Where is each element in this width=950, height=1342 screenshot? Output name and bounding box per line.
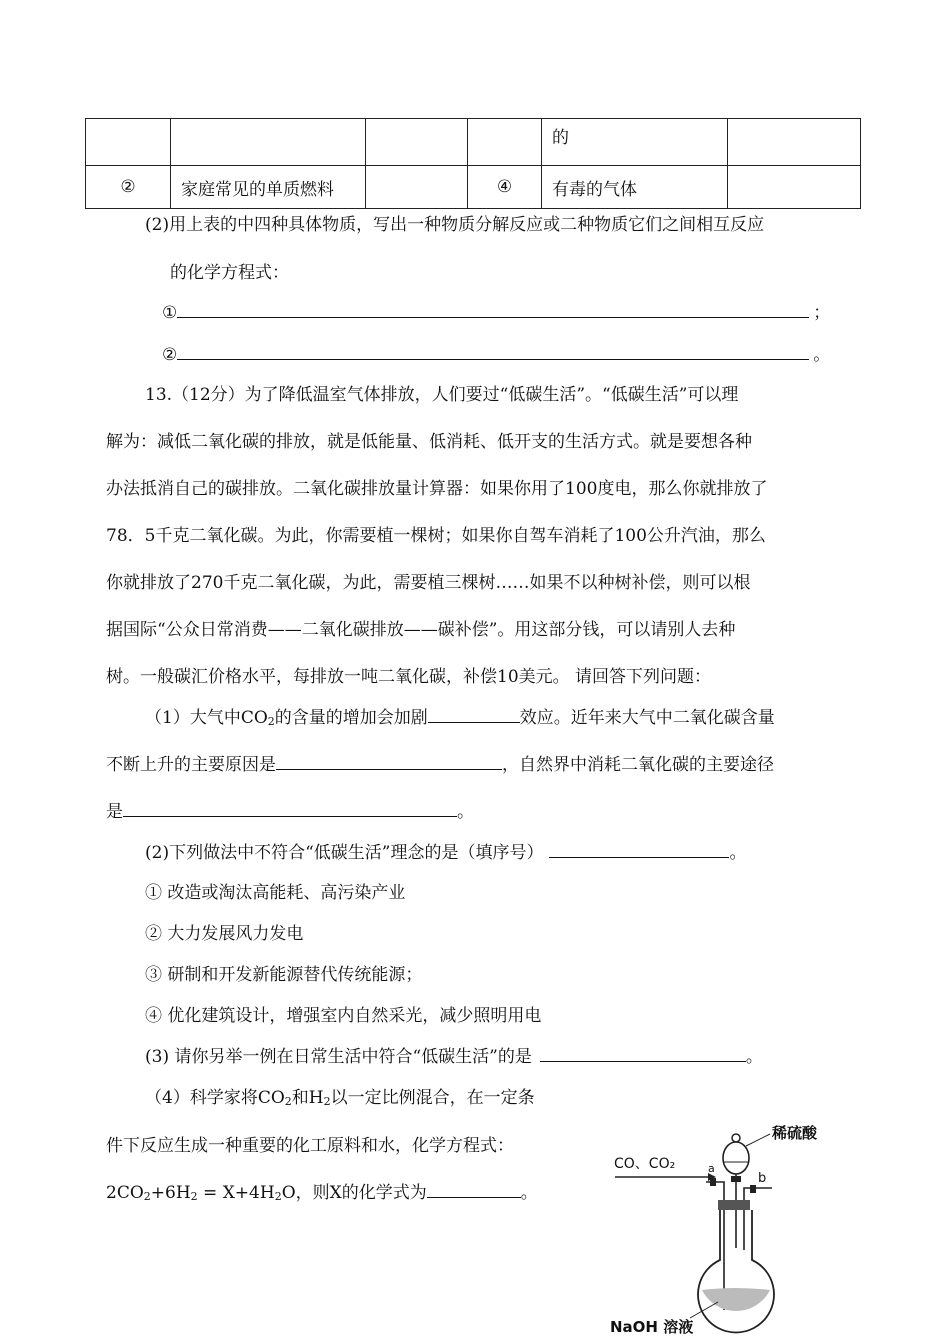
text: （1）大气中CO [145, 708, 268, 728]
text: 和H [291, 1088, 324, 1108]
option-2: ② 大力发展风力发电 [145, 924, 304, 944]
q13-sub4-line1 [145, 1083, 535, 1108]
text: （4）科学家将CO [145, 1088, 285, 1108]
table-cell [366, 119, 468, 166]
text: 是 [106, 802, 123, 822]
text: 。 [520, 1183, 538, 1203]
q13-passage-line: 据国际“公众日常消费——二氧化碳排放——碳补偿”。用这部分钱，可以请别人去种 [106, 620, 736, 640]
flask-solution [702, 1288, 770, 1311]
label-a: a [708, 1162, 715, 1175]
answer-blank[interactable] [427, 1181, 521, 1198]
option-1: ① 改造或淘汰高能耗、高污染产业 [145, 883, 406, 903]
q13-sub4-equation [106, 1178, 538, 1203]
label-dilute-sulfuric-acid: 稀硫酸 [772, 1124, 818, 1142]
text: 以一定比例混合，在一定条 [330, 1088, 535, 1108]
table-cell [171, 119, 366, 166]
apparatus-diagram [610, 1110, 860, 1338]
text: = X+4H [197, 1183, 275, 1203]
valve-b [750, 1185, 756, 1193]
answer-mark: ① [162, 303, 178, 323]
outlet-tube [744, 1188, 772, 1250]
q13-passage-line: 13.（12分）为了降低温室气体排放，人们要过“低碳生活”。“低碳生活”可以理 [145, 385, 739, 405]
q13-passage-line: 解为：减低二氧化碳的排放，就是低能量、低消耗、低开支的生活方式。就是要想各种 [106, 432, 752, 452]
q13-passage-line: 你就排放了270千克二氧化碳，为此，需要植三棵树……如果不以种树补偿，则可以根 [106, 573, 751, 593]
answer-blank[interactable] [123, 800, 457, 817]
table-cell [366, 166, 468, 209]
subscript: 2 [284, 1095, 292, 1108]
q13-passage-line: 办法抵消自己的碳排放。二氧化碳排放量计算器：如果你用了100度电，那么你就排放了 [106, 479, 768, 499]
option-3: ③ 研制和开发新能源替代传统能源； [145, 965, 423, 985]
label-b: b [758, 1171, 767, 1186]
label-gas-mixture: CO、CO₂ [614, 1156, 676, 1172]
q13-sub3 [145, 1042, 763, 1067]
text: 效应。近年来大气中二氧化碳含量 [519, 708, 775, 728]
table-row [86, 119, 861, 166]
text: (3) 请你另举一例在日常生活中符合“低碳生活”的是 [145, 1047, 532, 1067]
answer-blank[interactable] [177, 343, 809, 360]
text: 2CO [106, 1183, 144, 1203]
subscript: 2 [267, 715, 275, 728]
funnel-stopper [732, 1134, 740, 1142]
text: O，则X的化学式为 [281, 1183, 427, 1203]
q12-answer-line-2 [162, 340, 830, 365]
table-row [86, 166, 861, 209]
q13-sub1-line3 [106, 797, 474, 822]
funnel-stopcock [731, 1176, 741, 1182]
text: 。 [457, 802, 474, 822]
properties-table [85, 118, 861, 209]
answer-blank[interactable] [428, 706, 520, 723]
option-4: ④ 优化建筑设计，增强室内自然采光，减少照明用电 [145, 1006, 542, 1026]
text: 的含量的增加会加剧 [274, 708, 428, 728]
answer-blank[interactable] [177, 301, 809, 318]
subscript: 2 [274, 1190, 282, 1203]
table-cell: ④ [468, 166, 542, 209]
table-cell [728, 119, 861, 166]
table-cell: 有毒的气体 [542, 166, 728, 209]
table-cell [468, 119, 542, 166]
rubber-stopper [718, 1200, 750, 1210]
text: (2)下列做法中不符合“低碳生活”理念的是（填序号） [145, 843, 544, 863]
subscript: 2 [143, 1190, 151, 1203]
text: 不断上升的主要原因是 [106, 755, 276, 775]
subscript: 2 [190, 1190, 198, 1203]
table-cell: 的 [542, 119, 728, 166]
valve-a [710, 1178, 716, 1186]
answer-end: ； [813, 303, 831, 323]
table-cell [728, 166, 861, 209]
answer-end: 。 [813, 345, 831, 365]
text: 。 [745, 1047, 763, 1067]
acid-leader-line [746, 1134, 770, 1146]
q12-answer-line-1 [162, 298, 830, 323]
text: 。 [729, 843, 747, 863]
q12-part2-text-cont: 的化学方程式： [170, 263, 289, 283]
table-cell: ② [86, 166, 171, 209]
q13-sub1-line2 [106, 750, 774, 775]
subscript: 2 [323, 1095, 331, 1108]
q13-sub1-line1 [145, 703, 775, 728]
q13-passage-line: 78．5千克二氧化碳。为此，你需要植一棵树；如果你自驾车消耗了100公升汽油，那么 [106, 526, 766, 546]
text: +6H [150, 1183, 191, 1203]
q13-sub2 [145, 838, 746, 863]
funnel-bulb [723, 1142, 749, 1174]
answer-blank[interactable] [549, 841, 729, 858]
table-cell [86, 119, 171, 166]
table-cell: 家庭常见的单质燃料 [171, 166, 366, 209]
label-naoh-solution: NaOH 溶液 [610, 1318, 694, 1336]
answer-mark: ② [162, 345, 178, 365]
q12-part2-text: (2)用上表的中四种具体物质，写出一种物质分解反应或二种物质它们之间相互反应 [145, 215, 765, 235]
text: ，自然界中消耗二氧化碳的主要途径 [502, 755, 774, 775]
q13-sub4-line2: 件下反应生成一种重要的化工原料和水，化学方程式： [106, 1136, 514, 1156]
answer-blank[interactable] [540, 1045, 746, 1062]
answer-blank[interactable] [276, 753, 502, 770]
q13-passage-line: 树。一般碳汇价格水平，每排放一吨二氧化碳，补偿10美元。 请回答下列问题： [106, 667, 712, 687]
